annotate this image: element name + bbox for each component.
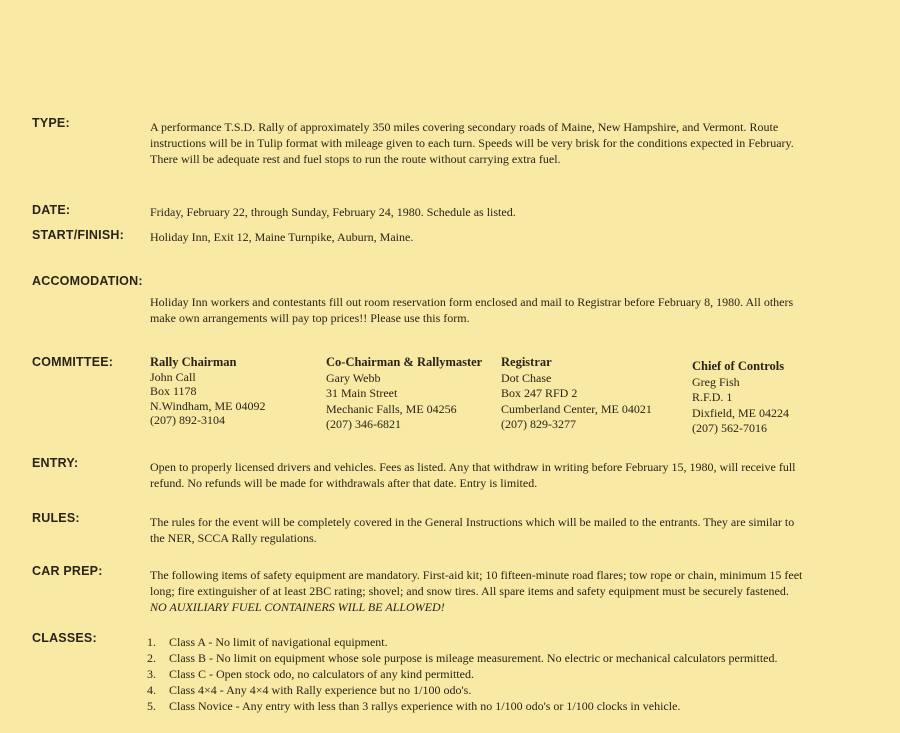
entry-label: ENTRY: — [32, 456, 79, 470]
class-text: Class Novice - Any entry with less than 3 rallys experience with no 1/100 odo's or 1/100 clocks in vehicle. — [169, 699, 681, 713]
car-prep-text — [150, 567, 865, 615]
start-finish-label: START/FINISH: — [32, 228, 124, 242]
accommodation-label: ACCOMODATION: — [32, 274, 143, 288]
class-text: Class A - No limit of navigational equipment. — [169, 635, 388, 649]
class-item — [147, 698, 778, 714]
date-label: DATE: — [32, 203, 71, 217]
committee-line: (207) 892-3104 — [150, 413, 225, 427]
committee-line: Dixfield, ME 04224 — [692, 405, 789, 420]
committee-line: Box 247 RFD 2 — [501, 386, 578, 400]
start-finish-text — [150, 229, 865, 245]
class-number: 5. — [147, 699, 156, 713]
committee-line: 31 Main Street — [326, 386, 398, 400]
class-number: 1. — [147, 635, 156, 649]
car-prep-line: long; fire extinguisher of at least 2BC rating; shovel; and snow tires. All spare items and safety equipment must be securely fastened. — [150, 584, 789, 598]
accommodation-text — [150, 294, 865, 326]
committee-line: (207) 346-6821 — [326, 417, 401, 431]
committee-line: Box 1178 — [150, 384, 197, 398]
class-item — [147, 634, 778, 650]
committee-line: Dot Chase — [501, 370, 552, 385]
type-line: There will be adequate rest and fuel stops to run the route without carrying extra fuel. — [150, 152, 561, 166]
date-value: Friday, February 22, through Sunday, February 24, 1980. Schedule as listed. — [150, 205, 516, 219]
class-item — [147, 682, 778, 698]
rules-text — [150, 514, 865, 546]
committee-line: Mechanic Falls, ME 04256 — [326, 401, 457, 416]
rules-line: The rules for the event will be completely covered in the General Instructions which will be mailed to the entrants. They are similar to — [150, 515, 795, 529]
type-line: A performance T.S.D. Rally of approximately 350 miles covering secondary roads of Maine, New Hampshire, and Vermont. Route — [150, 120, 779, 134]
class-text: Class C - Open stock odo, no calculators of any kind permitted. — [169, 667, 474, 681]
class-text: Class 4×4 - Any 4×4 with Rally experience but no 1/100 odo's. — [169, 683, 472, 697]
class-number: 4. — [147, 683, 156, 697]
car-prep-label: CAR PREP: — [32, 564, 103, 578]
committee-rally-chairman — [150, 355, 266, 428]
committee-co-chairman — [326, 355, 482, 433]
committee-line: John Call — [150, 369, 196, 384]
class-text: Class B - No limit on equipment whose sole purpose is mileage measurement. No electric or mechanical calculators permitted. — [169, 651, 778, 665]
classes-label: CLASSES: — [32, 631, 97, 645]
class-item — [147, 666, 778, 682]
committee-title: Rally Chairman — [150, 355, 237, 369]
type-text — [150, 119, 865, 167]
rules-line: the NER, SCCA Rally regulations. — [150, 531, 317, 545]
car-prep-line: The following items of safety equipment are mandatory. First-aid kit; 10 fifteen-minute road flares; tow rope or chain, minimum 15 feet — [150, 568, 803, 582]
committee-line: Greg Fish — [692, 374, 740, 389]
committee-label: COMMITTEE: — [32, 355, 114, 369]
committee-line: N.Windham, ME 04092 — [150, 398, 266, 413]
class-number: 2. — [147, 651, 156, 665]
start-finish-value: Holiday Inn, Exit 12, Maine Turnpike, Auburn, Maine. — [150, 230, 414, 244]
type-line: instructions will be in Tulip format with mileage given to each turn. Speeds will be very brisk for the conditions expected in February. — [150, 136, 794, 150]
car-prep-warning: NO AUXILIARY FUEL CONTAINERS WILL BE ALLOWED! — [150, 600, 445, 614]
accommodation-line: make own arrangements will pay top prices!! Please use this form. — [150, 311, 470, 325]
committee-line: Gary Webb — [326, 370, 381, 385]
committee-title: Co-Chairman & Rallymaster — [326, 355, 483, 369]
committee-title: Chief of Controls — [692, 359, 785, 373]
committee-line: R.F.D. 1 — [692, 390, 733, 404]
committee-line: (207) 562-7016 — [692, 421, 767, 435]
date-text — [150, 204, 865, 220]
classes-list — [147, 634, 778, 714]
committee-line: (207) 829-3277 — [501, 417, 576, 431]
class-number: 3. — [147, 667, 156, 681]
committee-title: Registrar — [501, 355, 552, 369]
rules-label: RULES: — [32, 511, 80, 525]
committee-line: Cumberland Center, ME 04021 — [501, 401, 652, 416]
entry-line: refund. No refunds will be made for withdrawals after that date. Entry is limited. — [150, 476, 538, 490]
committee-registrar — [501, 355, 652, 433]
class-item — [147, 650, 778, 666]
entry-line: Open to properly licensed drivers and vehicles. Fees as listed. Any that withdraw in writing before February 15, 1980, will receive full — [150, 460, 796, 474]
entry-text — [150, 459, 865, 491]
accommodation-line: Holiday Inn workers and contestants fill out room reservation form enclosed and mail to Registrar before February 8, 1980. All others — [150, 295, 794, 309]
type-label: TYPE: — [32, 116, 70, 130]
committee-chief-of-controls — [692, 359, 789, 437]
